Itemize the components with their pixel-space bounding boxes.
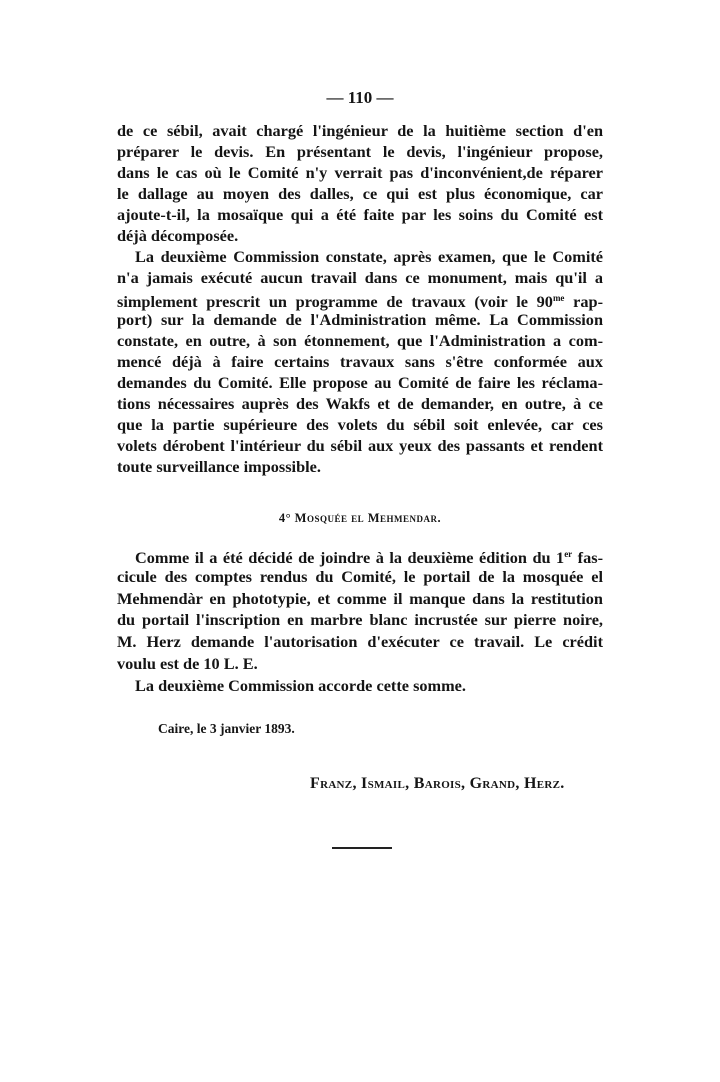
paragraph-3 [117, 544, 603, 698]
paragraph-2 [117, 246, 603, 477]
text-line: port) sur la demande de l'Administration même. La Commission [117, 310, 603, 329]
paragraph-1 [117, 120, 603, 246]
signatures: Franz, Ismail, Barois, Grand, Herz. [310, 775, 565, 792]
text-line [117, 288, 603, 309]
text-line [117, 544, 603, 566]
text-line: que la partie supérieure des volets du sébil soit enlevée, car ces [117, 415, 603, 434]
text-segment: Comme il a été décidé de joindre à la deuxième édition du 1 [135, 548, 565, 567]
text-line: de ce sébil, avait chargé l'ingénieur de la huitième section d'en [117, 121, 603, 140]
text-line: La deuxième Commission constate, après examen, que le Comité [135, 247, 603, 266]
superscript: er [564, 549, 573, 559]
text-line: n'a jamais exécuté aucun travail dans ce monument, mais qu'il a [117, 268, 603, 287]
text-line: mencé déjà à faire certains travaux sans s'être conformée aux [117, 352, 603, 371]
text-line: voulu est de 10 L. E. [117, 653, 258, 673]
text-line: Mehmendàr en phototypie, et comme il manque dans la restitution [117, 588, 603, 608]
superscript: me [552, 293, 565, 303]
text-line: M. Herz demande l'autorisation d'exécuter ce travail. Le crédit [117, 632, 603, 652]
text-line: constate, en outre, à son étonnement, que l'Administration a com- [117, 331, 603, 350]
text-line: le dallage au moyen des dalles, ce qui est plus économique, car [117, 184, 603, 203]
text-line: tions nécessaires auprès des Wakfs et de demander, en outre, à ce [117, 394, 603, 413]
text-line: déjà décomposée. [117, 226, 239, 245]
text-segment: fas- [572, 548, 603, 567]
text-line: toute surveillance impossible. [117, 457, 321, 476]
text-line: La deuxième Commission accorde cette somme. [135, 675, 466, 695]
date-line: Caire, le 3 janvier 1893. [158, 721, 295, 736]
text-segment: simplement prescrit un programme de travaux (voir le 90 [117, 292, 553, 311]
text-line: du portail l'inscription en marbre blanc incrustée sur pierre noire, [117, 610, 603, 630]
text-line: dans le cas où le Comité n'y verrait pas d'inconvénient,de réparer [117, 163, 603, 182]
text-line: ajoute-t-il, la mosaïque qui a été faite par les soins du Comité est [117, 205, 603, 224]
text-line: demandes du Comité. Elle propose au Comité de faire les réclama- [117, 373, 603, 392]
text-segment: rap- [564, 292, 603, 311]
end-rule-divider [332, 847, 392, 849]
page-number: — 110 — [326, 88, 394, 107]
text-line: cicule des comptes rendus du Comité, le portail de la mosquée el [117, 566, 603, 586]
section-heading: 4° Mosquée el Mehmendar. [278, 511, 442, 525]
text-line: préparer le devis. En présentant le devis, l'ingénieur propose, [117, 142, 603, 161]
text-line: volets dérobent l'intérieur du sébil aux yeux des passants et rendent [117, 436, 603, 455]
